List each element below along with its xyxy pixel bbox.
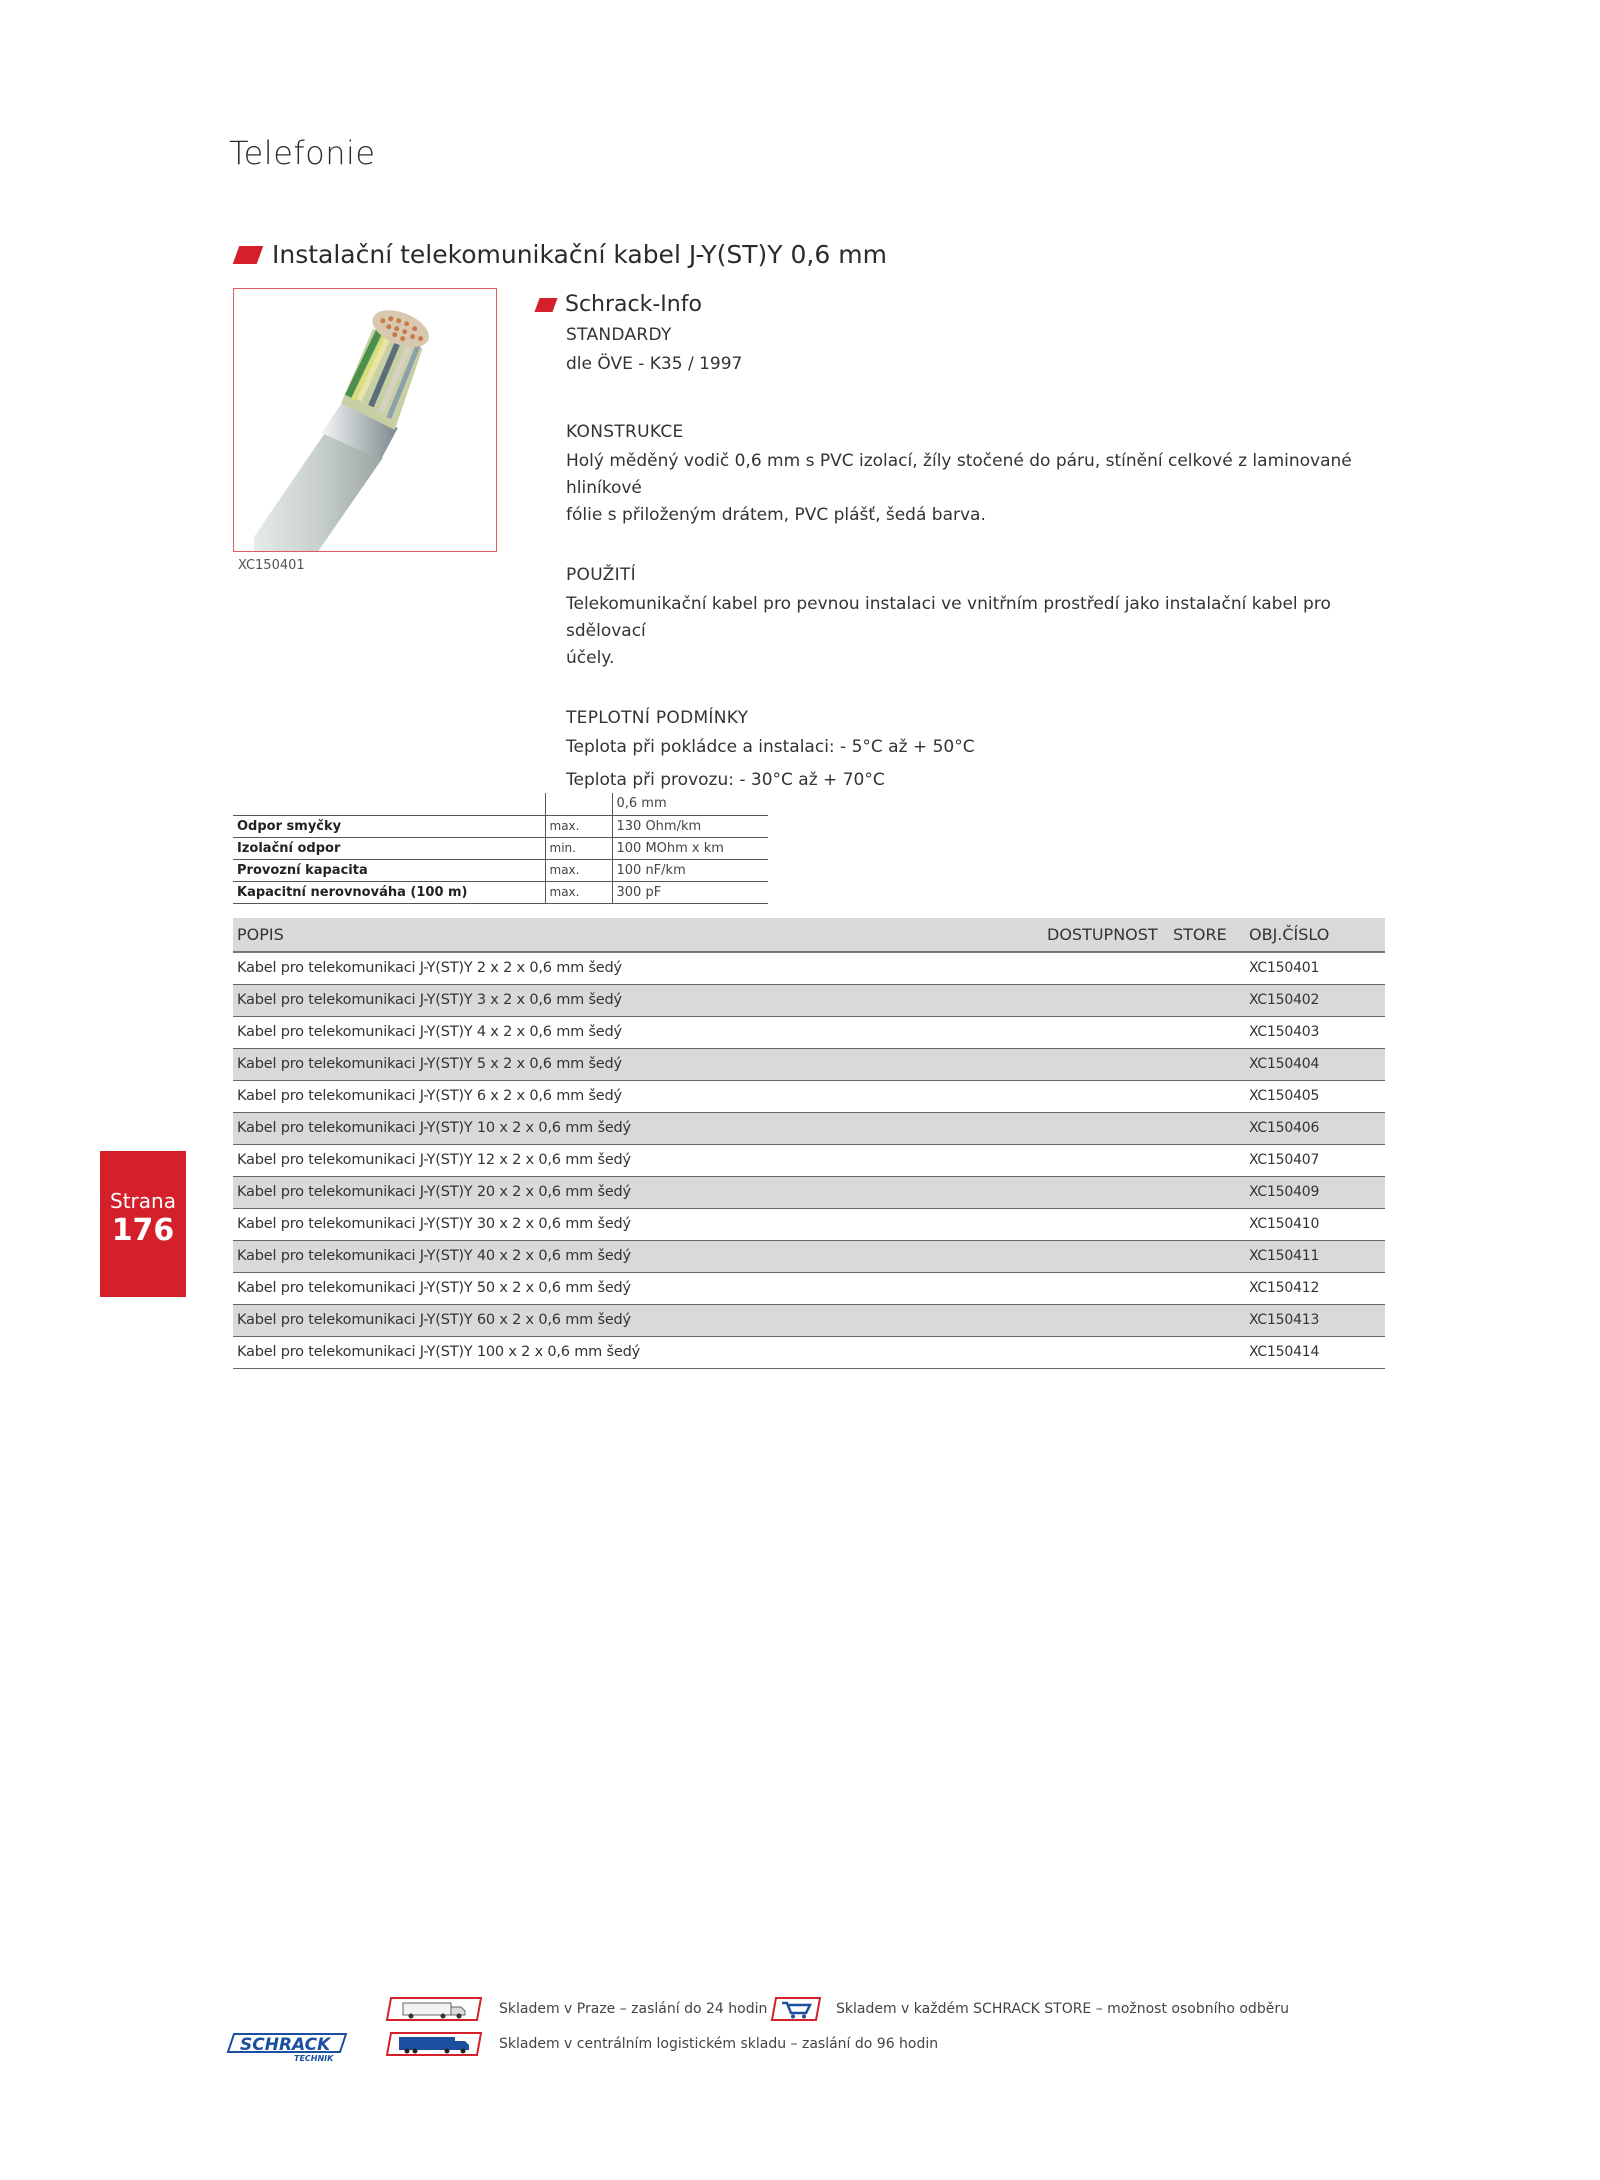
table-row	[233, 1144, 1385, 1176]
product-desc: Kabel pro telekomunikaci J-Y(ST)Y 2 x 2 x 0,6 mm šedý	[233, 952, 1043, 984]
availability-cell	[1043, 1048, 1169, 1080]
legend-central-text: Skladem v centrálním logistickém skladu – zaslání do 96 hodin	[499, 2036, 939, 2052]
product-table-header	[233, 918, 1385, 952]
legend-prague	[385, 1995, 767, 2023]
legend-store	[770, 1995, 1289, 2023]
table-row	[233, 1112, 1385, 1144]
product-desc: Kabel pro telekomunikaci J-Y(ST)Y 20 x 2 x 0,6 mm šedý	[233, 1176, 1043, 1208]
table-row	[233, 952, 1385, 984]
product-code: XC150410	[1245, 1208, 1385, 1240]
product-desc: Kabel pro telekomunikaci J-Y(ST)Y 10 x 2 x 0,6 mm šedý	[233, 1112, 1043, 1144]
spec-value: 300 pF	[612, 881, 768, 903]
info-block-construction	[566, 422, 1377, 529]
truck-white-icon	[385, 1995, 485, 2023]
info-line: fólie s přiloženým drátem, PVC plášť, šedá barva.	[566, 505, 986, 525]
info-text	[566, 734, 1377, 794]
header-desc: POPIS	[233, 918, 1043, 952]
product-code: XC150409	[1245, 1176, 1385, 1208]
store-cell	[1169, 1144, 1245, 1176]
info-line: účely.	[566, 648, 615, 668]
store-cell	[1169, 1304, 1245, 1336]
info-title	[537, 292, 1377, 317]
shopping-cart-icon	[770, 1995, 822, 2023]
store-cell	[1169, 1336, 1245, 1368]
table-row	[233, 1240, 1385, 1272]
product-desc: Kabel pro telekomunikaci J-Y(ST)Y 50 x 2 x 0,6 mm šedý	[233, 1272, 1043, 1304]
product-code: XC150403	[1245, 1016, 1385, 1048]
store-cell	[1169, 1240, 1245, 1272]
schrack-info	[537, 292, 1377, 830]
table-row	[233, 1048, 1385, 1080]
product-code: XC150406	[1245, 1112, 1385, 1144]
section-title	[236, 240, 887, 269]
product-code: XC150402	[1245, 984, 1385, 1016]
product-code: XC150407	[1245, 1144, 1385, 1176]
info-text	[566, 591, 1377, 672]
product-desc: Kabel pro telekomunikaci J-Y(ST)Y 3 x 2 x 0,6 mm šedý	[233, 984, 1043, 1016]
spec-label: Odpor smyčky	[233, 815, 545, 837]
info-block-standards	[566, 325, 1377, 378]
spec-label: Izolační odpor	[233, 837, 545, 859]
availability-cell	[1043, 1144, 1169, 1176]
product-desc: Kabel pro telekomunikaci J-Y(ST)Y 4 x 2 x 0,6 mm šedý	[233, 1016, 1043, 1048]
info-body	[566, 325, 1377, 794]
spec-value: 100 nF/km	[612, 859, 768, 881]
store-cell	[1169, 1272, 1245, 1304]
spec-header-value: 0,6 mm	[612, 793, 768, 815]
page-number-tab	[100, 1151, 186, 1297]
availability-cell	[1043, 1304, 1169, 1336]
product-desc: Kabel pro telekomunikaci J-Y(ST)Y 100 x 2 x 0,6 mm šedý	[233, 1336, 1043, 1368]
product-code: XC150413	[1245, 1304, 1385, 1336]
spec-row	[233, 881, 768, 903]
header-order-number: OBJ.ČÍSLO	[1245, 918, 1385, 952]
info-block-usage	[566, 565, 1377, 672]
header-store: STORE	[1169, 918, 1245, 952]
store-cell	[1169, 952, 1245, 984]
section-marker-icon	[233, 246, 264, 264]
truck-blue-icon	[385, 2030, 485, 2058]
info-title-text: Schrack-Info	[565, 292, 702, 317]
info-text	[566, 448, 1377, 529]
product-desc: Kabel pro telekomunikaci J-Y(ST)Y 40 x 2 x 0,6 mm šedý	[233, 1240, 1043, 1272]
spec-row	[233, 859, 768, 881]
info-line: Holý měděný vodič 0,6 mm s PVC izolací, žíly stočené do páru, stínění celkové z laminované hliníkové	[566, 451, 1352, 498]
product-code: XC150405	[1245, 1080, 1385, 1112]
product-desc: Kabel pro telekomunikaci J-Y(ST)Y 6 x 2 x 0,6 mm šedý	[233, 1080, 1043, 1112]
spec-header-row	[233, 793, 768, 815]
availability-cell	[1043, 984, 1169, 1016]
schrack-logo	[226, 2030, 350, 2068]
logo-sub-text: TECHNIK	[294, 2054, 334, 2063]
store-cell	[1169, 1208, 1245, 1240]
product-code: XC150411	[1245, 1240, 1385, 1272]
page-tab-label: Strana	[110, 1189, 176, 1213]
availability-cell	[1043, 1272, 1169, 1304]
info-line: Teplota při pokládce a instalaci: - 5°C až + 50°C	[566, 737, 975, 757]
info-block-temperature	[566, 708, 1377, 794]
product-code: XC150404	[1245, 1048, 1385, 1080]
spec-qualifier: max.	[545, 815, 612, 837]
spec-qualifier: max.	[545, 859, 612, 881]
logo-main-text: SCHRACK	[240, 2035, 331, 2055]
info-heading: STANDARDY	[566, 325, 672, 345]
store-cell	[1169, 1016, 1245, 1048]
table-row	[233, 984, 1385, 1016]
availability-cell	[1043, 1240, 1169, 1272]
section-title-text: Instalační telekomunikační kabel J-Y(ST)Y 0,6 mm	[272, 240, 887, 269]
product-code: XC150414	[1245, 1336, 1385, 1368]
table-row	[233, 1016, 1385, 1048]
product-desc: Kabel pro telekomunikaci J-Y(ST)Y 12 x 2 x 0,6 mm šedý	[233, 1144, 1043, 1176]
spec-value: 130 Ohm/km	[612, 815, 768, 837]
spec-row	[233, 815, 768, 837]
product-code: XC150401	[1245, 952, 1385, 984]
product-table	[233, 918, 1385, 1369]
table-row	[233, 1336, 1385, 1368]
table-row	[233, 1080, 1385, 1112]
spec-cell	[545, 793, 612, 815]
info-heading: KONSTRUKCE	[566, 422, 684, 442]
spec-cell	[233, 793, 545, 815]
spec-value: 100 MOhm x km	[612, 837, 768, 859]
table-row	[233, 1208, 1385, 1240]
schrack-logo-icon	[226, 2030, 350, 2064]
product-desc: Kabel pro telekomunikaci J-Y(ST)Y 30 x 2 x 0,6 mm šedý	[233, 1208, 1043, 1240]
spec-label: Kapacitní nerovnováha (100 m)	[233, 881, 545, 903]
table-row	[233, 1176, 1385, 1208]
spec-table	[233, 793, 768, 904]
store-cell	[1169, 1112, 1245, 1144]
table-row	[233, 1272, 1385, 1304]
spec-label: Provozní kapacita	[233, 859, 545, 881]
store-cell	[1169, 1048, 1245, 1080]
store-cell	[1169, 1080, 1245, 1112]
spec-qualifier: min.	[545, 837, 612, 859]
info-line: Telekomunikační kabel pro pevnou instalaci ve vnitřním prostředí jako instalační kabel pro sdělovací	[566, 594, 1331, 641]
header-availability: DOSTUPNOST	[1043, 918, 1169, 952]
availability-cell	[1043, 1336, 1169, 1368]
info-heading: POUŽITÍ	[566, 565, 636, 585]
page-number: 176	[111, 1213, 175, 1248]
info-text: dle ÖVE - K35 / 1997	[566, 354, 743, 374]
spec-qualifier: max.	[545, 881, 612, 903]
product-image	[233, 288, 497, 552]
product-code: XC150412	[1245, 1272, 1385, 1304]
store-cell	[1169, 984, 1245, 1016]
page-title: Telefonie	[229, 134, 376, 172]
availability-cell	[1043, 1112, 1169, 1144]
cable-illustration-icon	[234, 289, 496, 551]
image-caption: XC150401	[238, 558, 305, 573]
availability-cell	[1043, 1016, 1169, 1048]
legend-prague-text: Skladem v Praze – zaslání do 24 hodin	[499, 2001, 768, 2017]
info-marker-icon	[534, 298, 557, 312]
availability-cell	[1043, 1080, 1169, 1112]
product-desc: Kabel pro telekomunikaci J-Y(ST)Y 5 x 2 x 0,6 mm šedý	[233, 1048, 1043, 1080]
spec-row	[233, 837, 768, 859]
store-cell	[1169, 1176, 1245, 1208]
availability-cell	[1043, 952, 1169, 984]
availability-cell	[1043, 1176, 1169, 1208]
legend-store-text: Skladem v každém SCHRACK STORE – možnost osobního odběru	[836, 2001, 1289, 2017]
table-row	[233, 1304, 1385, 1336]
info-heading: TEPLOTNÍ PODMÍNKY	[566, 708, 749, 728]
info-line: Teplota při provozu: - 30°C až + 70°C	[566, 770, 885, 790]
product-desc: Kabel pro telekomunikaci J-Y(ST)Y 60 x 2 x 0,6 mm šedý	[233, 1304, 1043, 1336]
availability-cell	[1043, 1208, 1169, 1240]
legend-central	[385, 2030, 938, 2058]
